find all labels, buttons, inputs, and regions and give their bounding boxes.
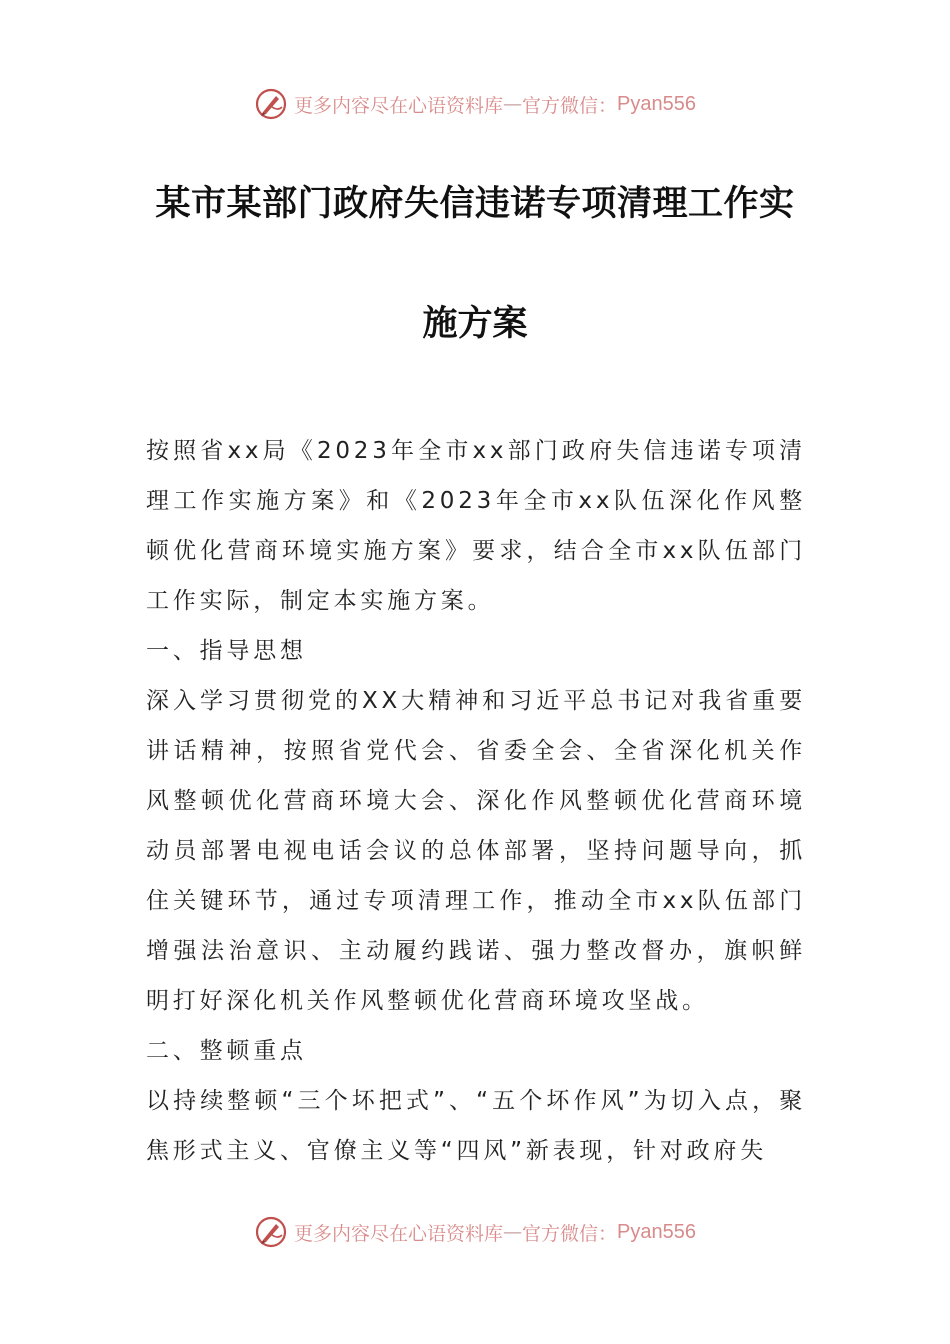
watermark-banner-bottom [0, 1212, 950, 1252]
pen-logo-icon [254, 87, 288, 121]
watermark-banner-top [0, 84, 950, 124]
watermark-text: 更多内容尽在心语资料库 [294, 1222, 504, 1245]
watermark-text: 更多内容尽在心语资料库 [294, 94, 504, 117]
pen-logo-icon [254, 1215, 288, 1249]
section2-paragraph: 以持续整顿“三个坏把式”、“五个坏作风”为切入点，聚焦形式主义、官僚主义等“四风”新表现，针对政府失 [146, 1088, 806, 1164]
watermark-label: 官方微信： [522, 1222, 618, 1245]
section2-heading: 二、整顿重点 [146, 1038, 307, 1064]
watermark-separator: — [503, 93, 523, 115]
document-title-line1: 某市某部门政府失信违诺专项清理工作实 [155, 183, 795, 224]
watermark-label: 官方微信： [522, 94, 618, 117]
document-title-line2: 施方案 [422, 303, 528, 344]
section1-paragraph: 深入学习贯彻党的XX大精神和习近平总书记对我省重要讲话精神，按照省党代会、省委全会、全省深化机关作风整顿优化营商环境大会、深化作风整顿优化营商环境动员部署电视电话会议的总体部署，坚持问题导向，抓住关键环节，通过专项清理工作，推动全市xx队伍部门增强法治意识、主动履约践诺、强力整改督办，旗帜鲜明打好深化机关作风整顿优化营商环境攻坚战。 [146, 688, 806, 1014]
document-body [146, 426, 806, 1176]
watermark-separator: — [503, 1221, 523, 1243]
section1-heading: 一、指导思想 [146, 638, 307, 664]
watermark-handle: Pyan556 [617, 1220, 696, 1243]
watermark-handle: Pyan556 [617, 92, 696, 115]
intro-paragraph: 按照省xx局《2023年全市xx部门政府失信违诺专项清理工作实施方案》和《2023年全市xx队伍深化作风整顿优化营商环境实施方案》要求，结合全市xx队伍部门工作实际，制定本实施方案。 [146, 438, 806, 614]
